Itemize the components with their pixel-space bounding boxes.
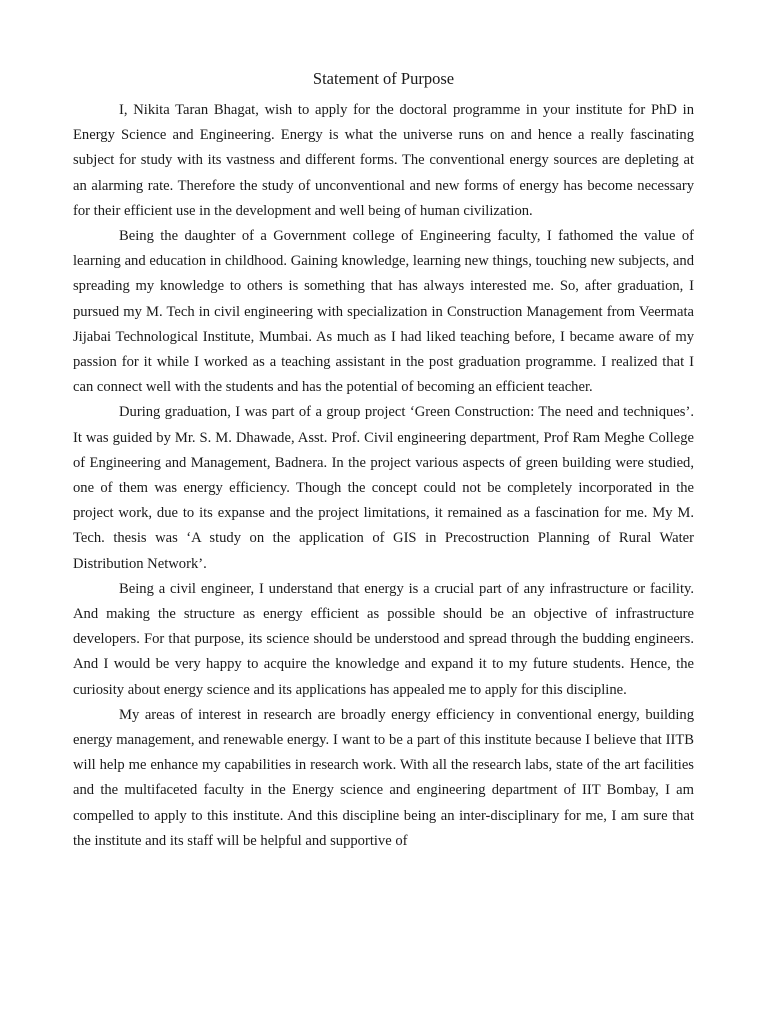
paragraph-background: Being the daughter of a Government college of Engineering faculty, I fathomed the value of learning and education in childhood. Gaining knowledge, learning new things, touching new subjects, and spreading my knowledge to others is something that has always interested me. So, after graduation, I pursued my M. Tech in civil engineering with specialization in Construction Management from Veermata Jijabai Technological Institute, Mumbai. As much as I had liked teaching before, I became aware of my passion for it while I worked as a teaching assistant in the post graduation programme. I realized that I can connect well with the students and has the potential of becoming an efficient teacher. — [73, 228, 694, 396]
page-title: Statement of Purpose — [312, 69, 455, 88]
paragraph-motivation: Being a civil engineer, I understand that energy is a crucial part of any infrastructure or facility. And making the structure as energy efficient as possible should be an objective of infrastructure developers. For that purpose, its science should be understood and spread through the budding engineers. And I would be very happy to acquire the knowledge and expand it to my future students. Hence, the curiosity about energy science and its applications has appealed me to apply for this discipline. — [73, 580, 694, 698]
paragraph-research-interests: My areas of interest in research are broadly energy efficiency in conventional energy, building energy management, and renewable energy. I want to be a part of this institute because I believe that IITB will help me enhance my capabilities in research work. With all the research labs, state of the art facilities and the multifaceted faculty in the Energy science and engineering department of IIT Bombay, I am compelled to apply to this institute. And this discipline being an inter-disciplinary for me, I am sure that the institute and its staff will be helpful and supportive of — [73, 706, 694, 849]
paragraph-intro: I, Nikita Taran Bhagat, wish to apply for the doctoral programme in your institute for PhD in Energy Science and Engineering. Energy is what the universe runs on and hence a really fascinating subject for study with its vastness and different forms. The conventional energy sources are depleting at an alarming rate. Therefore the study of unconventional and new forms of energy has become necessary for their efficient use in the development and well being of human civilization. — [73, 102, 694, 219]
paragraph-projects: During graduation, I was part of a group project ‘Green Construction: The need and techniques’. It was guided by Mr. S. M. Dhawade, Asst. Prof. Civil engineering department, Prof Ram Meghe College of Engineering and Management, Badnera. In the project various aspects of green building were studied, one of them was energy efficiency. Though the concept could not be completely incorporated in the project work, due to its expanse and the project limitations, it remained as a fascination for me. My M. Tech. thesis was ‘A study on the application of GIS in Precostruction Planning of Rural Water Distribution Network’. — [73, 404, 694, 572]
document-page — [73, 66, 694, 854]
